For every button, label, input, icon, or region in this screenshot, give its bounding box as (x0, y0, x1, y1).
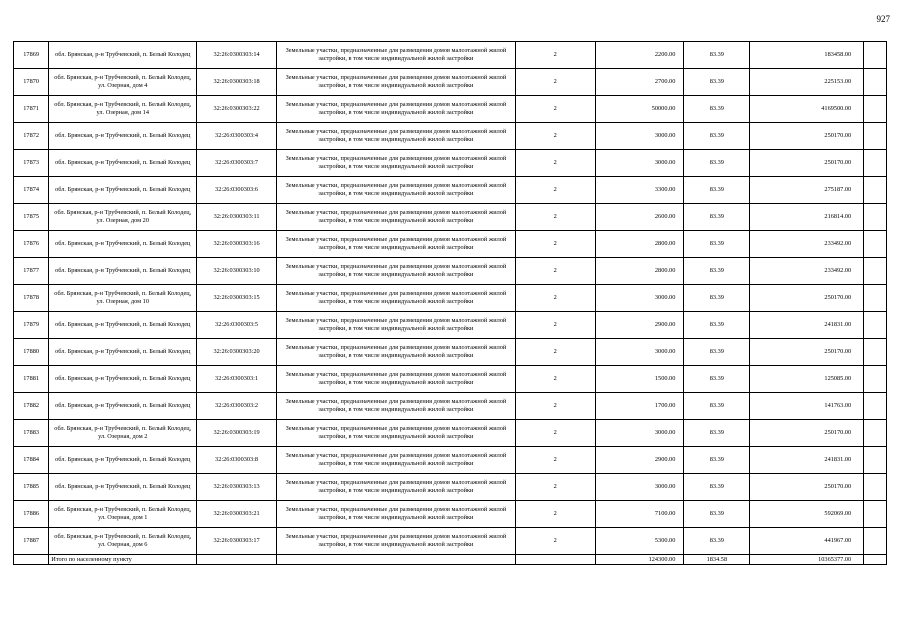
category-cell: 2 (515, 312, 595, 339)
table-row (14, 447, 887, 474)
land-use-cell: Земельные участки, предназначенные для размещения домов малоэтажной жилой застройки, в том числе индивидуальной жилой застройки (276, 474, 515, 501)
address-cell: обл. Брянская, р-н Трубчевский, п. Белый Колодец (49, 393, 197, 420)
category-cell: 2 (515, 528, 595, 555)
empty-cell (14, 555, 49, 565)
total-label: Итого по населенному пункту (49, 555, 197, 565)
category-cell: 2 (515, 501, 595, 528)
category-cell: 2 (515, 339, 595, 366)
table-row (14, 150, 887, 177)
area-cell: 5300.00 (595, 528, 684, 555)
area-cell: 7100.00 (595, 501, 684, 528)
cost-cell: 441967.00 (750, 528, 864, 555)
empty-cell (864, 123, 887, 150)
address-cell: обл. Брянская, р-н Трубчевский, п. Белый Колодец (49, 312, 197, 339)
row-number-cell: 17880 (14, 339, 49, 366)
cost-cell: 141763.00 (750, 393, 864, 420)
cadastral-number-cell: 32:26:0300303:15 (197, 285, 277, 312)
area-cell: 1700.00 (595, 393, 684, 420)
rate-cell: 83.39 (684, 528, 750, 555)
area-cell: 50000.00 (595, 96, 684, 123)
land-use-cell: Земельные участки, предназначенные для размещения домов малоэтажной жилой застройки, в том числе индивидуальной жилой застройки (276, 420, 515, 447)
row-number-cell: 17869 (14, 42, 49, 69)
table-row (14, 96, 887, 123)
category-cell: 2 (515, 150, 595, 177)
cadastral-number-cell: 32:26:0300303:22 (197, 96, 277, 123)
empty-cell (864, 231, 887, 258)
cadastral-number-cell: 32:26:0300303:17 (197, 528, 277, 555)
area-cell: 3000.00 (595, 474, 684, 501)
cost-cell: 592069.00 (750, 501, 864, 528)
empty-cell (864, 285, 887, 312)
table-row (14, 123, 887, 150)
address-cell: обл. Брянская, р-н Трубчевский, п. Белый Колодец, ул. Озерная, дом 2 (49, 420, 197, 447)
area-cell: 3300.00 (595, 177, 684, 204)
cadastral-number-cell: 32:26:0300303:4 (197, 123, 277, 150)
area-cell: 2200.00 (595, 42, 684, 69)
table-row (14, 177, 887, 204)
empty-cell (864, 555, 887, 565)
land-use-cell: Земельные участки, предназначенные для размещения домов малоэтажной жилой застройки, в том числе индивидуальной жилой застройки (276, 42, 515, 69)
row-number-cell: 17877 (14, 258, 49, 285)
area-cell: 2800.00 (595, 258, 684, 285)
area-cell: 2600.00 (595, 204, 684, 231)
row-number-cell: 17886 (14, 501, 49, 528)
total-rate-cell: 1834.58 (684, 555, 750, 565)
land-use-cell: Земельные участки, предназначенные для размещения домов малоэтажной жилой застройки, в том числе индивидуальной жилой застройки (276, 204, 515, 231)
table-row (14, 420, 887, 447)
cost-cell: 250170.00 (750, 150, 864, 177)
address-cell: обл. Брянская, р-н Трубчевский, п. Белый Колодец, ул. Озерная, дом 14 (49, 96, 197, 123)
land-use-cell: Земельные участки, предназначенные для размещения домов малоэтажной жилой застройки, в том числе индивидуальной жилой застройки (276, 258, 515, 285)
empty-cell (515, 555, 595, 565)
empty-cell (864, 366, 887, 393)
empty-cell (864, 420, 887, 447)
table-row (14, 258, 887, 285)
address-cell: обл. Брянская, р-н Трубчевский, п. Белый Колодец (49, 150, 197, 177)
empty-cell (864, 501, 887, 528)
row-number-cell: 17875 (14, 204, 49, 231)
land-use-cell: Земельные участки, предназначенные для размещения домов малоэтажной жилой застройки, в том числе индивидуальной жилой застройки (276, 528, 515, 555)
area-cell: 2900.00 (595, 447, 684, 474)
rate-cell: 83.39 (684, 393, 750, 420)
cadastral-number-cell: 32:26:0300303:16 (197, 231, 277, 258)
address-cell: обл. Брянская, р-н Трубчевский, п. Белый Колодец, ул. Озерная, дом 1 (49, 501, 197, 528)
empty-cell (864, 339, 887, 366)
rate-cell: 83.39 (684, 150, 750, 177)
cost-cell: 275187.00 (750, 177, 864, 204)
cadastral-number-cell: 32:26:0300303:10 (197, 258, 277, 285)
empty-cell (864, 474, 887, 501)
address-cell: обл. Брянская, р-н Трубчевский, п. Белый Колодец (49, 339, 197, 366)
table-row (14, 474, 887, 501)
row-number-cell: 17871 (14, 96, 49, 123)
empty-cell (864, 177, 887, 204)
category-cell: 2 (515, 177, 595, 204)
rate-cell: 83.39 (684, 123, 750, 150)
table-body (14, 42, 887, 565)
rate-cell: 83.39 (684, 177, 750, 204)
cadastral-number-cell: 32:26:0300303:18 (197, 69, 277, 96)
table-row (14, 393, 887, 420)
row-number-cell: 17883 (14, 420, 49, 447)
cadastral-number-cell: 32:26:0300303:5 (197, 312, 277, 339)
area-cell: 3000.00 (595, 339, 684, 366)
cost-cell: 250170.00 (750, 339, 864, 366)
cost-cell: 241831.00 (750, 312, 864, 339)
cost-cell: 125085.00 (750, 366, 864, 393)
land-use-cell: Земельные участки, предназначенные для размещения домов малоэтажной жилой застройки, в том числе индивидуальной жилой застройки (276, 312, 515, 339)
row-number-cell: 17874 (14, 177, 49, 204)
row-number-cell: 17881 (14, 366, 49, 393)
rate-cell: 83.39 (684, 447, 750, 474)
category-cell: 2 (515, 474, 595, 501)
cadastral-number-cell: 32:26:0300303:20 (197, 339, 277, 366)
address-cell: обл. Брянская, р-н Трубчевский, п. Белый Колодец (49, 474, 197, 501)
table-row (14, 366, 887, 393)
row-number-cell: 17879 (14, 312, 49, 339)
rate-cell: 83.39 (684, 501, 750, 528)
area-cell: 2700.00 (595, 69, 684, 96)
row-number-cell: 17870 (14, 69, 49, 96)
rate-cell: 83.39 (684, 204, 750, 231)
cadastral-number-cell: 32:26:0300303:1 (197, 366, 277, 393)
row-number-cell: 17884 (14, 447, 49, 474)
empty-cell (864, 69, 887, 96)
cost-cell: 250170.00 (750, 420, 864, 447)
land-use-cell: Земельные участки, предназначенные для размещения домов малоэтажной жилой застройки, в том числе индивидуальной жилой застройки (276, 150, 515, 177)
cost-cell: 183458.00 (750, 42, 864, 69)
area-cell: 3000.00 (595, 285, 684, 312)
category-cell: 2 (515, 204, 595, 231)
address-cell: обл. Брянская, р-н Трубчевский, п. Белый Колодец, ул. Озерная, дом 6 (49, 528, 197, 555)
empty-cell (864, 204, 887, 231)
cost-cell: 241831.00 (750, 447, 864, 474)
rate-cell: 83.39 (684, 258, 750, 285)
page-number: 927 (876, 14, 890, 24)
rate-cell: 83.39 (684, 42, 750, 69)
land-plots-table (13, 41, 887, 565)
cost-cell: 225153.00 (750, 69, 864, 96)
category-cell: 2 (515, 285, 595, 312)
cadastral-number-cell: 32:26:0300303:11 (197, 204, 277, 231)
land-use-cell: Земельные участки, предназначенные для размещения домов малоэтажной жилой застройки, в том числе индивидуальной жилой застройки (276, 501, 515, 528)
address-cell: обл. Брянская, р-н Трубчевский, п. Белый Колодец (49, 366, 197, 393)
rate-cell: 83.39 (684, 474, 750, 501)
area-cell: 3000.00 (595, 420, 684, 447)
table-row (14, 501, 887, 528)
category-cell: 2 (515, 420, 595, 447)
total-row (14, 555, 887, 565)
address-cell: обл. Брянская, р-н Трубчевский, п. Белый Колодец (49, 123, 197, 150)
land-use-cell: Земельные участки, предназначенные для размещения домов малоэтажной жилой застройки, в том числе индивидуальной жилой застройки (276, 285, 515, 312)
address-cell: обл. Брянская, р-н Трубчевский, п. Белый Колодец (49, 447, 197, 474)
address-cell: обл. Брянская, р-н Трубчевский, п. Белый Колодец (49, 258, 197, 285)
cadastral-number-cell: 32:26:0300303:6 (197, 177, 277, 204)
category-cell: 2 (515, 231, 595, 258)
empty-cell (864, 96, 887, 123)
address-cell: обл. Брянская, р-н Трубчевский, п. Белый Колодец (49, 42, 197, 69)
empty-cell (864, 258, 887, 285)
area-cell: 3000.00 (595, 150, 684, 177)
category-cell: 2 (515, 42, 595, 69)
category-cell: 2 (515, 258, 595, 285)
cost-cell: 233492.00 (750, 231, 864, 258)
table-row (14, 285, 887, 312)
address-cell: обл. Брянская, р-н Трубчевский, п. Белый Колодец (49, 177, 197, 204)
category-cell: 2 (515, 123, 595, 150)
cost-cell: 233492.00 (750, 258, 864, 285)
table-row (14, 231, 887, 258)
row-number-cell: 17887 (14, 528, 49, 555)
row-number-cell: 17882 (14, 393, 49, 420)
table-row (14, 204, 887, 231)
area-cell: 2900.00 (595, 312, 684, 339)
category-cell: 2 (515, 393, 595, 420)
cadastral-number-cell: 32:26:0300303:13 (197, 474, 277, 501)
rate-cell: 83.39 (684, 420, 750, 447)
land-use-cell: Земельные участки, предназначенные для размещения домов малоэтажной жилой застройки, в том числе индивидуальной жилой застройки (276, 231, 515, 258)
rate-cell: 83.39 (684, 312, 750, 339)
cadastral-number-cell: 32:26:0300303:8 (197, 447, 277, 474)
empty-cell (864, 42, 887, 69)
empty-cell (864, 528, 887, 555)
total-cost-cell: 10365377.00 (750, 555, 864, 565)
land-use-cell: Земельные участки, предназначенные для размещения домов малоэтажной жилой застройки, в том числе индивидуальной жилой застройки (276, 123, 515, 150)
empty-cell (864, 393, 887, 420)
address-cell: обл. Брянская, р-н Трубчевский, п. Белый Колодец, ул. Озерная, дом 10 (49, 285, 197, 312)
category-cell: 2 (515, 447, 595, 474)
cost-cell: 250170.00 (750, 123, 864, 150)
total-area-cell: 124300.00 (595, 555, 684, 565)
empty-cell (276, 555, 515, 565)
address-cell: обл. Брянская, р-н Трубчевский, п. Белый Колодец, ул. Озерная, дом 4 (49, 69, 197, 96)
cadastral-number-cell: 32:26:0300303:2 (197, 393, 277, 420)
category-cell: 2 (515, 366, 595, 393)
rate-cell: 83.39 (684, 366, 750, 393)
empty-cell (864, 150, 887, 177)
land-use-cell: Земельные участки, предназначенные для размещения домов малоэтажной жилой застройки, в том числе индивидуальной жилой застройки (276, 177, 515, 204)
table-row (14, 69, 887, 96)
area-cell: 3000.00 (595, 123, 684, 150)
category-cell: 2 (515, 96, 595, 123)
land-use-cell: Земельные участки, предназначенные для размещения домов малоэтажной жилой застройки, в том числе индивидуальной жилой застройки (276, 447, 515, 474)
table-row (14, 312, 887, 339)
row-number-cell: 17873 (14, 150, 49, 177)
land-use-cell: Земельные участки, предназначенные для размещения домов малоэтажной жилой застройки, в том числе индивидуальной жилой застройки (276, 69, 515, 96)
cost-cell: 4169500.00 (750, 96, 864, 123)
row-number-cell: 17872 (14, 123, 49, 150)
rate-cell: 83.39 (684, 231, 750, 258)
address-cell: обл. Брянская, р-н Трубчевский, п. Белый Колодец (49, 231, 197, 258)
row-number-cell: 17885 (14, 474, 49, 501)
land-use-cell: Земельные участки, предназначенные для размещения домов малоэтажной жилой застройки, в том числе индивидуальной жилой застройки (276, 339, 515, 366)
address-cell: обл. Брянская, р-н Трубчевский, п. Белый Колодец, ул. Озерная, дом 20 (49, 204, 197, 231)
land-use-cell: Земельные участки, предназначенные для размещения домов малоэтажной жилой застройки, в том числе индивидуальной жилой застройки (276, 366, 515, 393)
empty-cell (864, 312, 887, 339)
rate-cell: 83.39 (684, 69, 750, 96)
empty-cell (197, 555, 277, 565)
cadastral-number-cell: 32:26:0300303:21 (197, 501, 277, 528)
area-cell: 1500.00 (595, 366, 684, 393)
category-cell: 2 (515, 69, 595, 96)
rate-cell: 83.39 (684, 339, 750, 366)
cadastral-number-cell: 32:26:0300303:14 (197, 42, 277, 69)
cost-cell: 250170.00 (750, 285, 864, 312)
empty-cell (864, 447, 887, 474)
table-row (14, 42, 887, 69)
table-row (14, 339, 887, 366)
cadastral-number-cell: 32:26:0300303:7 (197, 150, 277, 177)
table-row (14, 528, 887, 555)
land-use-cell: Земельные участки, предназначенные для размещения домов малоэтажной жилой застройки, в том числе индивидуальной жилой застройки (276, 393, 515, 420)
rate-cell: 83.39 (684, 96, 750, 123)
cadastral-number-cell: 32:26:0300303:19 (197, 420, 277, 447)
row-number-cell: 17878 (14, 285, 49, 312)
cost-cell: 216814.00 (750, 204, 864, 231)
rate-cell: 83.39 (684, 285, 750, 312)
row-number-cell: 17876 (14, 231, 49, 258)
land-use-cell: Земельные участки, предназначенные для размещения домов малоэтажной жилой застройки, в том числе индивидуальной жилой застройки (276, 96, 515, 123)
cost-cell: 250170.00 (750, 474, 864, 501)
area-cell: 2800.00 (595, 231, 684, 258)
